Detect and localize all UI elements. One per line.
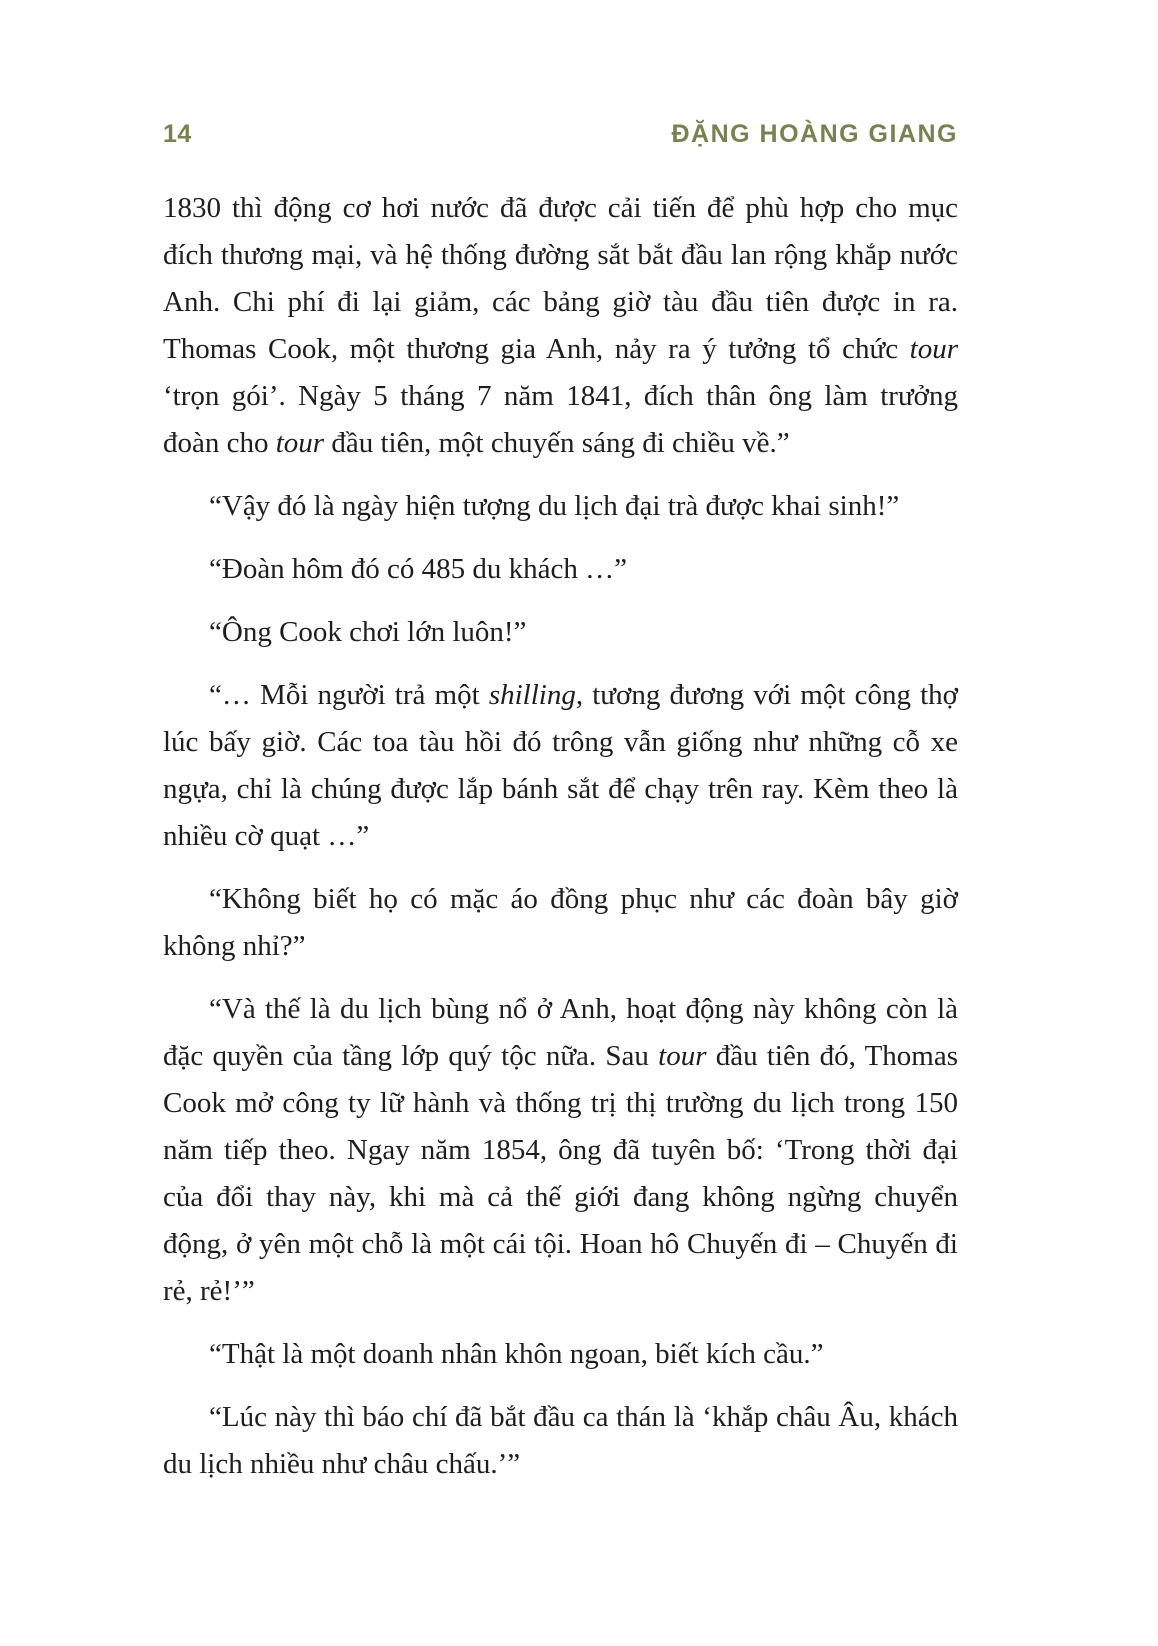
body-text: [163, 185, 958, 1488]
text-segment: , tương đương với một công thợ lúc bấy giờ. Các toa tàu hồi đó trông vẫn giống như những cỗ xe ngựa, chỉ là chúng được lắp bánh sắt để chạy trên ray. Kèm theo là nhiều cờ quạt …”: [163, 679, 958, 852]
italic-text: tour: [275, 427, 325, 459]
paragraph: [163, 609, 958, 656]
page-header: [163, 120, 958, 149]
running-header-author: ĐẶNG HOÀNG GIANG: [671, 120, 958, 148]
text-segment: ‘trọn gói’. Ngày 5 tháng 7 năm 1841, đích thân ông làm trưởng đoàn cho: [163, 380, 958, 459]
text-segment: đầu tiên, một chuyến sáng đi chiều về.”: [324, 427, 790, 459]
text-segment: 1830 thì động cơ hơi nước đã được cải tiến để phù hợp cho mục đích thương mại, và hệ thống đường sắt bắt đầu lan rộng khắp nước Anh. Chi phí đi lại giảm, các bảng giờ tàu đầu tiên được in ra. Thomas Cook, một thương gia Anh, nảy ra ý tưởng tổ chức: [163, 192, 958, 365]
text-segment: “Đoàn hôm đó có 485 du khách …”: [209, 553, 627, 585]
text-segment: đầu tiên đó, Thomas Cook mở công ty lữ hành và thống trị thị trường du lịch trong 150 năm tiếp theo. Ngay năm 1854, ông đã tuyên bố: ‘Trong thời đại của đổi thay này, khi mà cả thế giới đang không ngừng chuyển động, ở yên một chỗ là một cái tội. Hoan hô Chuyến đi – Chuyến đi rẻ, rẻ!’”: [163, 1040, 958, 1307]
paragraph: [163, 986, 958, 1315]
text-segment: “Thật là một doanh nhân khôn ngoan, biết kích cầu.”: [209, 1338, 824, 1370]
paragraph: [163, 546, 958, 593]
paragraph: [163, 1394, 958, 1488]
italic-text: shilling: [488, 679, 576, 711]
text-segment: “Không biết họ có mặc áo đồng phục như các đoàn bây giờ không nhỉ?”: [163, 883, 958, 962]
paragraph: [163, 185, 958, 467]
text-segment: “Ông Cook chơi lớn luôn!”: [209, 616, 527, 648]
text-segment: “Và thế là du lịch bùng nổ ở Anh, hoạt động này không còn là đặc quyền của tầng lớp quý tộc nữa. Sau: [163, 993, 958, 1072]
text-segment: “… Mỗi người trả một: [209, 679, 489, 711]
page-number: 14: [163, 120, 192, 148]
paragraph: [163, 1331, 958, 1378]
text-segment: “Lúc này thì báo chí đã bắt đầu ca thán là ‘khắp châu Âu, khách du lịch nhiều như châu chấu.’”: [163, 1401, 958, 1480]
italic-text: tour: [658, 1040, 707, 1072]
italic-text: tour: [909, 333, 958, 365]
paragraph: [163, 672, 958, 860]
paragraph: [163, 483, 958, 530]
paragraph: [163, 876, 958, 970]
text-segment: “Vậy đó là ngày hiện tượng du lịch đại trà được khai sinh!”: [209, 490, 900, 522]
